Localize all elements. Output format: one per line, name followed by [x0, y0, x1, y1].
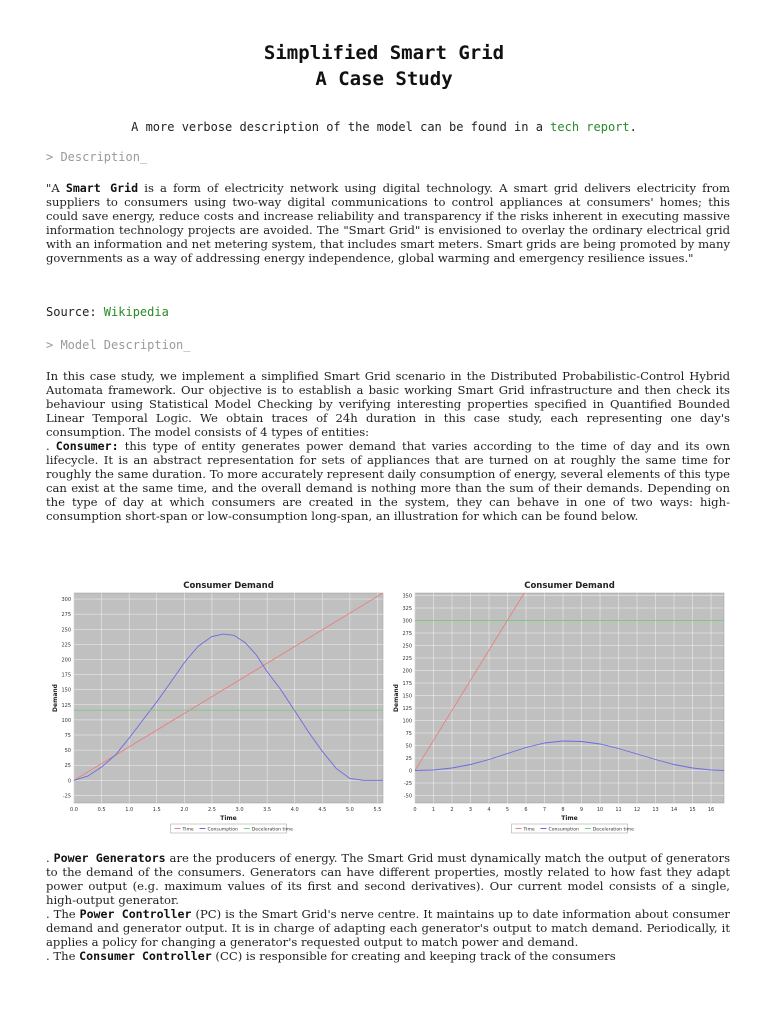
x-tick-label: 9 — [579, 807, 584, 813]
y-tick-label: 125 — [402, 706, 412, 712]
consumer-prefix: . — [46, 439, 56, 453]
y-tick-label: 50 — [64, 748, 71, 755]
y-axis-label: Demand — [393, 684, 400, 712]
x-tick-label: 0.0 — [70, 807, 78, 813]
source-line — [46, 305, 169, 319]
source-label: Source: — [46, 305, 104, 319]
chart-2-svg — [387, 574, 732, 839]
y-tick-label: 100 — [61, 717, 71, 724]
title-line-2: A Case Study — [315, 68, 453, 90]
pc-body: (PC) is the Smart Grid's nerve centre. It maintains up to date information about consumer demand and generator output. It is in charge of adapting each generator's output to match demand. Periodically, it applies a policy for changing a generator's requested output to match power and demand. — [46, 907, 730, 949]
consumer-demand-chart-2 — [387, 574, 732, 843]
y-tick-label: 275 — [402, 631, 412, 637]
x-tick-label: 4 — [487, 807, 491, 813]
y-tick-label: 25 — [405, 756, 412, 762]
model-paragraph — [46, 369, 730, 523]
intro-text — [0, 119, 768, 135]
y-tick-label: 225 — [402, 656, 412, 662]
tech-report-link[interactable]: tech report — [550, 120, 630, 134]
x-tick-label: 4.0 — [290, 807, 299, 813]
cc-prefix: . The — [46, 949, 80, 963]
legend-label: Deceleration time — [592, 827, 634, 833]
y-tick-label: -25 — [403, 781, 412, 787]
y-tick-label: -50 — [403, 793, 412, 800]
legend-label: Time — [182, 827, 194, 833]
y-tick-label: 275 — [61, 612, 71, 619]
chart-title: Consumer Demand — [524, 581, 615, 591]
y-axis-label: Demand — [52, 684, 59, 712]
x-tick-label: 7 — [542, 807, 547, 813]
cc-body: (CC) is responsible for creating and keeping track of the consumers — [211, 949, 616, 963]
y-tick-label: 200 — [402, 668, 412, 675]
x-tick-label: 2.0 — [180, 807, 189, 813]
x-tick-label: 5.5 — [373, 807, 382, 813]
x-tick-label: 15 — [689, 807, 696, 813]
generators-prefix: . — [46, 851, 54, 865]
x-tick-label: 16 — [707, 807, 715, 813]
description-body: is a form of electricity network using digital technology. A smart grid delivers electricity from suppliers to consumers using two-way digital communications to control appliances at consumers' homes; this could save energy, reduce costs and increase reliability and transparency if the risks inherent in executing massive information technology projects are avoided. The "Smart Grid" is envisioned to overlay the ordinary electrical grid with an information and net metering system, that includes smart meters. Smart grids are being promoted by many governments as a way of addressing energy independence, global warming and emergency resilience issues." — [46, 181, 730, 265]
page-title — [0, 40, 768, 92]
y-tick-label: 75 — [405, 731, 412, 737]
generators-body: are the producers of energy. The Smart Grid must dynamically match the output of generators to the demand of the consumers. Generators can have different properties, mostly related to how fast they adapt power output (e.g. maximum values of its first and second derivatives). Our current model consists of a single, high-output generator. — [46, 851, 731, 907]
y-tick-label: 250 — [61, 627, 71, 634]
legend-label: Time — [523, 827, 535, 833]
legend-label: Consumption — [207, 827, 238, 833]
wikipedia-link[interactable]: Wikipedia — [103, 305, 169, 319]
y-tick-label: -25 — [62, 793, 71, 800]
power-controller-term: Power Controller — [79, 907, 192, 921]
y-tick-label: 200 — [61, 657, 71, 664]
plot-area — [415, 593, 724, 803]
pc-prefix: . The — [46, 907, 80, 921]
x-tick-label: 3.0 — [235, 807, 244, 813]
consumer-term: Consumer: — [55, 439, 119, 453]
model-intro: In this case study, we implement a simplified Smart Grid scenario in the Distributed Probabilistic-Control Hybrid Automata framework. Our objective is to establish a basic working Smart Grid infrastructure and then check its behaviour using Statistical Model Checking by verifying interesting properties specified in Quantified Bounded Linear Temporal Logic. We obtain traces of 24h duration in this case study, each representing one day's consumption. The model consists of 4 types of entities: — [46, 369, 730, 439]
x-tick-label: 5 — [505, 807, 510, 813]
y-tick-label: 175 — [61, 672, 71, 679]
chart-title: Consumer Demand — [183, 581, 274, 591]
x-tick-label: 13 — [652, 807, 659, 813]
description-paragraph — [46, 181, 730, 265]
y-tick-label: 300 — [61, 597, 71, 604]
title-line-1: Simplified Smart Grid — [263, 42, 505, 64]
model-heading: > Model Description_ — [46, 338, 191, 352]
y-tick-label: 0 — [67, 778, 71, 785]
x-tick-label: 11 — [615, 807, 622, 813]
entities-paragraph — [46, 851, 730, 963]
y-tick-label: 300 — [402, 618, 412, 625]
y-tick-label: 0 — [408, 768, 412, 775]
generators-term: Power Generators — [53, 851, 166, 865]
x-tick-label: 3 — [468, 807, 473, 813]
x-tick-label: 0 — [413, 807, 417, 813]
y-tick-label: 325 — [402, 606, 412, 612]
y-tick-label: 175 — [402, 681, 412, 687]
y-tick-label: 150 — [402, 693, 412, 700]
description-heading: > Description_ — [46, 150, 148, 164]
consumer-body: this type of entity generates power demand that varies according to the time of day and its own lifecycle. It is an abstract representation for sets of appliances that are turned on at roughly the same time for roughly the same duration. To more accurately represent daily consumption of energy, several elements of this type can exist at the same time, and the overall demand is nothing more than the sum of their demands. Depending on the type of day at which consumers are created in the system, they can behave in one of two ways: high-consumption short-span or low-consumption long-span, an illustration for which can be found below. — [46, 439, 731, 523]
x-tick-label: 5.0 — [345, 807, 354, 813]
x-tick-label: 0.5 — [97, 807, 106, 813]
x-tick-label: 14 — [670, 807, 678, 813]
y-tick-label: 100 — [402, 718, 412, 725]
x-tick-label: 12 — [633, 807, 641, 813]
consumer-controller-term: Consumer Controller — [79, 949, 212, 963]
y-tick-label: 75 — [64, 733, 71, 740]
legend-label: Consumption — [548, 827, 579, 833]
legend-label: Deceleration time — [251, 827, 293, 833]
consumer-demand-chart-1 — [46, 574, 391, 843]
y-tick-label: 50 — [405, 743, 412, 750]
x-axis-label: Time — [561, 815, 578, 822]
chart-1-svg — [46, 574, 391, 839]
x-tick-label: 8 — [561, 807, 565, 813]
x-tick-label: 1.5 — [152, 807, 161, 813]
x-tick-label: 4.5 — [318, 807, 327, 813]
y-tick-label: 150 — [61, 687, 71, 694]
y-tick-label: 125 — [61, 702, 71, 709]
x-tick-label: 1 — [431, 807, 436, 813]
x-tick-label: 2 — [450, 807, 454, 813]
x-tick-label: 6 — [524, 807, 528, 813]
intro-pre: A more verbose description of the model can be found in a — [131, 120, 551, 134]
smart-grid-term: Smart Grid — [65, 181, 139, 195]
y-tick-label: 225 — [61, 642, 71, 649]
description-quote-open: "A — [46, 181, 66, 195]
y-tick-label: 250 — [402, 643, 412, 650]
plot-area — [74, 593, 383, 803]
x-tick-label: 1.0 — [125, 807, 134, 813]
intro-post: . — [629, 120, 637, 134]
y-tick-label: 25 — [64, 763, 71, 770]
y-tick-label: 350 — [402, 593, 412, 600]
x-tick-label: 3.5 — [263, 807, 272, 813]
x-tick-label: 2.5 — [207, 807, 216, 813]
x-axis-label: Time — [220, 815, 237, 822]
x-tick-label: 10 — [596, 807, 604, 813]
